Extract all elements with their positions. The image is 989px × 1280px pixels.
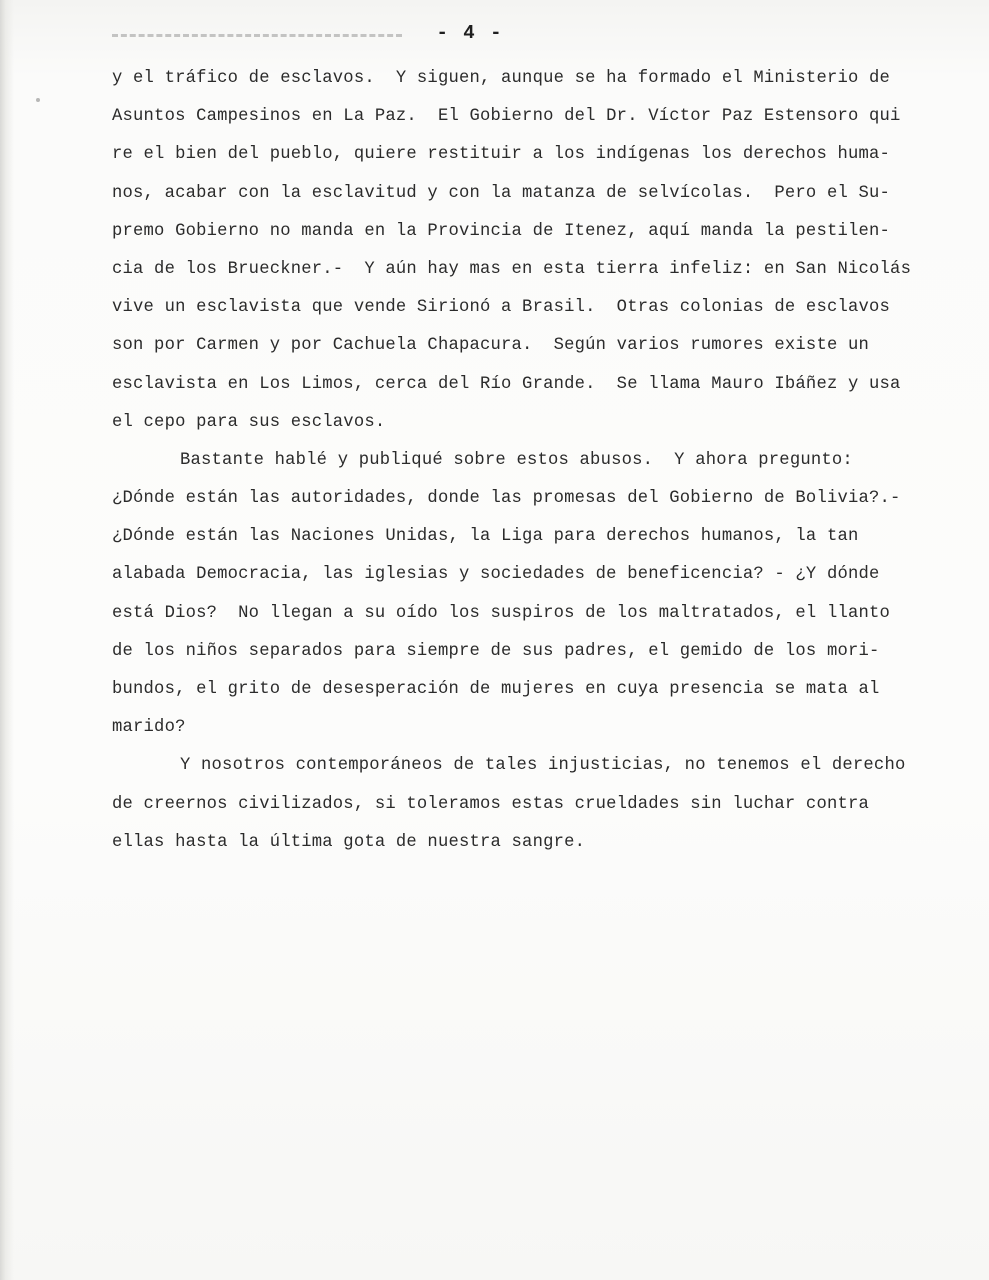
text-line: son por Carmen y por Cachuela Chapacura. Según varios rumores existe un [112, 336, 870, 356]
text-line: nos, acabar con la esclavitud y con la matanza de selvícolas. Pero el Su- [112, 183, 891, 203]
text-line: Bastante hablé y publiqué sobre estos abusos. Y ahora pregunto: [180, 450, 853, 470]
text-line: ellas hasta la última gota de nuestra sangre. [112, 832, 586, 852]
text-line: de creernos civilizados, si toleramos estas crueldades sin luchar contra [112, 794, 870, 814]
text-line: ¿Dónde están las Naciones Unidas, la Liga para derechos humanos, la tan [112, 527, 859, 547]
text-line: Y nosotros contemporáneos de tales injusticias, no tenemos el derecho [180, 756, 906, 776]
paragraph-3 [112, 747, 988, 862]
text-line: re el bien del pueblo, quiere restituir a los indígenas los derechos huma- [112, 145, 891, 165]
text-line: está Dios? No llegan a su oído los suspiros de los maltratados, el llanto [112, 603, 891, 623]
text-line: bundos, el grito de desesperación de mujeres en cuya presencia se mata al [112, 680, 880, 699]
text-line: Asuntos Campesinos en La Paz. El Gobierno del Dr. Víctor Paz Estensoro qui [112, 107, 901, 127]
text-line: premo Gobierno no manda en la Provincia de Itenez, aquí manda la pestilen- [112, 221, 891, 241]
body-text [112, 60, 988, 862]
text-line: marido? [112, 718, 186, 738]
text-line: cia de los Brueckner.- Y aún hay mas en esta tierra infeliz: en San Nicolás [112, 259, 912, 279]
paper-mark [36, 98, 40, 102]
paper-edge-shadow [0, 0, 14, 1280]
text-line: de los niños separados para siempre de sus padres, el gemido de los mori- [112, 641, 880, 661]
text-line: y el tráfico de esclavos. Y siguen, aunque se ha formado el Ministerio de [112, 69, 891, 88]
text-line: alabada Democracia, las iglesias y sociedades de beneficencia? - ¿Y dónde [112, 565, 880, 585]
text-line: ¿Dónde están las autoridades, donde las promesas del Gobierno de Bolivia?.- [112, 489, 901, 509]
text-line: vive un esclavista que vende Sirionó a Brasil. Otras colonias de esclavos [112, 298, 891, 318]
paragraph-1 [112, 60, 988, 442]
header-strikeout [112, 34, 402, 43]
page-number: - 4 - [436, 22, 504, 44]
paragraph-2 [112, 442, 988, 748]
text-line: el cepo para sus esclavos. [112, 412, 386, 432]
text-line: esclavista en Los Limos, cerca del Río Grande. Se llama Mauro Ibáñez y usa [112, 374, 901, 394]
